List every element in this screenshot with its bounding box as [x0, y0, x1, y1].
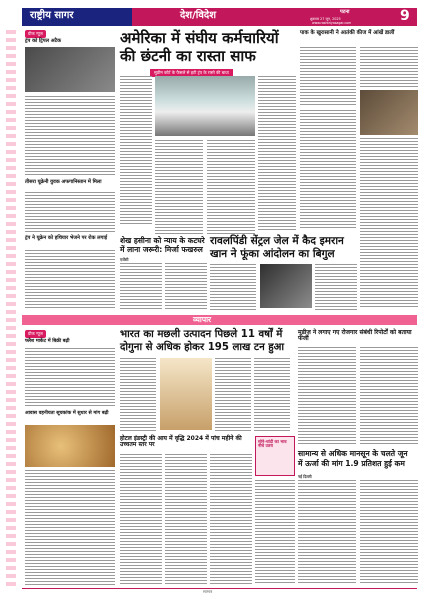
main-strap: सुप्रीम कोर्ट के फैसले से हटी ट्रंप के रास्ते की बाधा	[150, 69, 233, 77]
business-tag: ग्रीक न्यूज	[25, 330, 46, 338]
hotel-body-2	[165, 454, 207, 584]
hotel-body-3	[210, 454, 252, 584]
main-headline-line2: की छंटनी का रास्ता साफ	[120, 47, 256, 65]
imran-headline-line2: खान ने फूंका आंदोलन का बिगुल	[210, 248, 335, 260]
fish-headline-line2: दोगुना से अधिक होकर 195 लाख टन हुआ	[120, 342, 285, 353]
business-left-subhead: आवास वहनीयता सूचकांक में सुधार से मांग बढ़ी	[25, 411, 109, 416]
power-body-2	[360, 480, 418, 584]
page-number: 9	[400, 8, 410, 24]
right-body-c	[300, 110, 356, 230]
hasina-body-1	[120, 263, 162, 311]
business-bar	[22, 315, 417, 325]
price-box-text: सोने-चांदी का भाव नीचे उतरा	[258, 439, 287, 449]
header-website: www.rashtriyasagar.com	[312, 21, 352, 25]
power-headline-line1: सामान्य से अधिक मानसून के चलते जून	[298, 449, 408, 458]
food-photo	[25, 425, 115, 467]
hasina-body-2	[165, 263, 207, 311]
main-body-col4	[258, 76, 296, 231]
imran-body-2	[315, 264, 357, 312]
main-body-col2	[155, 140, 203, 235]
side-bottom-body	[25, 250, 115, 310]
power-byline: नई दिल्ली	[298, 474, 312, 479]
business-left-body	[25, 348, 115, 408]
right-body-b	[360, 47, 418, 87]
lead-subhead: ट्रंप को ट्रिपल अटैक	[25, 38, 61, 44]
left-strip	[6, 30, 16, 590]
paper-name: राष्ट्रीय सागर	[30, 10, 74, 21]
main-headline-line1: अमेरिका में संघीय कर्मचारियों	[120, 29, 279, 47]
top-tag: ग्रीक न्यूज	[25, 30, 46, 38]
moody-headline: मूडीज ने लगाए गए रोजगार संबंधी रिपोर्टों को बताया फर्जी	[298, 329, 412, 343]
imran-body-1	[210, 264, 256, 312]
hasina-headline-line1: शेख हसीना को न्याय के कटघरे	[120, 236, 205, 245]
hotel-body-1	[120, 454, 162, 584]
box-body	[255, 480, 295, 584]
hotel-headline: होटल इंडस्ट्री की आय में वृद्धि 2024 में पांच महीने की उच्चतम स्तर पर	[120, 435, 242, 449]
power-headline-line2: में ऊर्जा की मांग 1.9 प्रतिशत हुई कम	[298, 459, 405, 468]
power-body-1	[298, 480, 356, 584]
fish-photo	[160, 358, 212, 430]
header-city: पटना	[340, 9, 350, 15]
main-body-col3	[207, 140, 255, 235]
right-body-a	[300, 47, 356, 107]
afghan-photo	[360, 90, 418, 135]
fish-body-1	[120, 358, 156, 433]
section-title: देश/विदेश	[180, 10, 217, 21]
business-label: व्यापार	[193, 315, 212, 324]
hasina-byline: एजेंसी	[120, 257, 129, 262]
footer-rule	[22, 588, 417, 589]
side-headline: तीसरा यूक्रेनी युवक अफगानिस्तान में मिला	[25, 179, 102, 185]
right-headline: पाक के खुरासानी ने आतंकी कीज में आंखें डालीं	[300, 30, 395, 36]
fish-body-3	[254, 358, 290, 433]
right-body-d	[360, 138, 418, 308]
side-bottom-headline: ट्रंप ने यूक्रेन को हथियार भेजने पर रोक लगाई	[25, 235, 108, 241]
imran-headline-line1: रावलपिंडी सेंट्रल जेल में कैद इमरान	[210, 235, 344, 247]
business-left-headline: फ्लैश मार्केट में बिक्री बढ़ी	[25, 339, 70, 344]
business-left-body-2	[25, 470, 115, 585]
hasina-headline-line2: में लाना जरूरी: मिर्जा फखरुल	[120, 245, 203, 254]
capitol-photo	[155, 76, 255, 136]
delegation-photo	[25, 47, 115, 92]
moody-body-2	[360, 347, 418, 445]
moody-body-1	[298, 347, 356, 445]
header-date: शुक्रवार 27 जून, 2025	[310, 17, 341, 21]
side-body	[25, 192, 115, 232]
footer-text: साभार	[203, 589, 213, 594]
main-body-col1	[120, 76, 152, 226]
lead-body	[25, 96, 115, 176]
imran-photo	[260, 264, 312, 308]
fish-headline-line1: भारत का मछली उत्पादन पिछले 11 वर्षों में	[120, 329, 283, 340]
fish-body-2	[215, 358, 251, 433]
